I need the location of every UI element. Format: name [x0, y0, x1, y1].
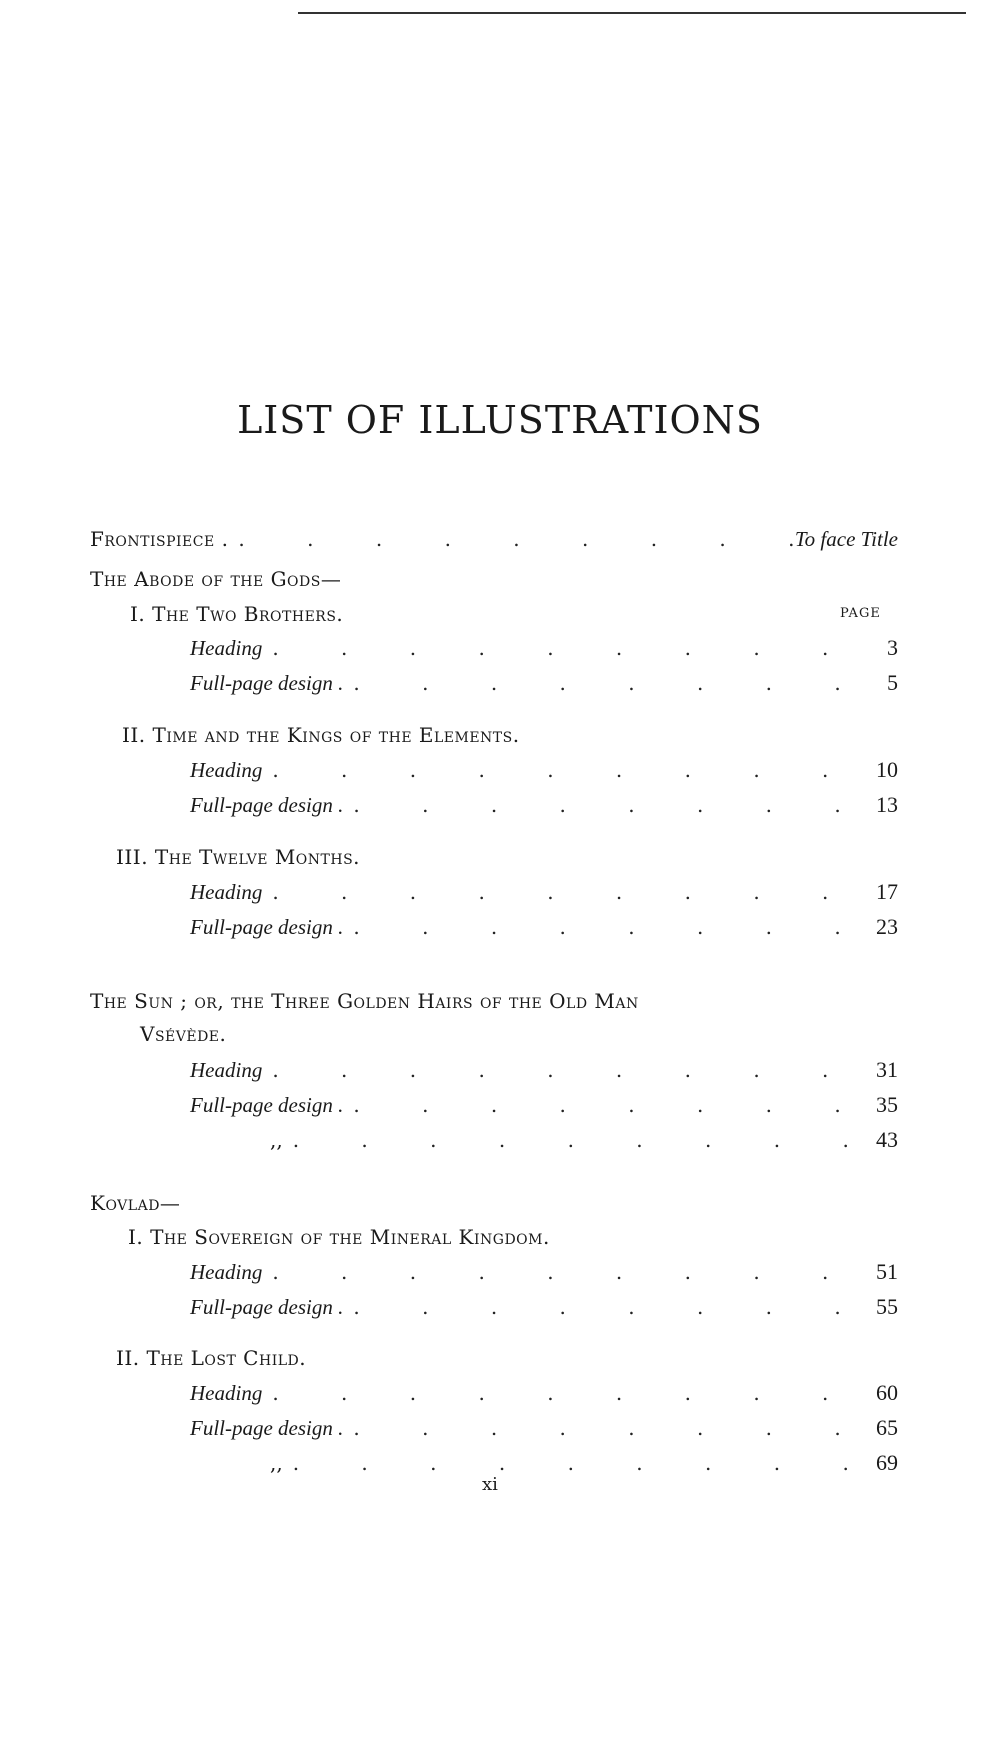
page-number: xi	[482, 1474, 498, 1495]
list-item	[190, 875, 898, 909]
top-rule	[298, 12, 966, 14]
entry-page: 23	[876, 914, 898, 939]
entry-label: Full-page design .	[190, 1295, 344, 1319]
entry-label: Heading	[190, 1260, 263, 1284]
entry-page: 43	[876, 1127, 898, 1152]
dot-leader	[343, 910, 848, 944]
ditto-mark: ,,	[270, 1128, 283, 1152]
dot-leader	[262, 753, 848, 787]
dot-leader	[262, 1053, 848, 1087]
entry-page: 51	[876, 1259, 898, 1284]
entry-label: Full-page design .	[190, 1093, 344, 1117]
list-item	[190, 1411, 898, 1445]
dot-leader	[262, 631, 848, 665]
list-item	[190, 1088, 898, 1122]
entry-page: 35	[876, 1092, 898, 1117]
entry-label: Frontispiece .	[90, 527, 229, 551]
entry-label: Heading	[190, 880, 263, 904]
entry-page: 13	[876, 792, 898, 817]
list-item	[190, 753, 898, 787]
entry-page: 31	[876, 1057, 898, 1082]
entry-page: 3	[887, 635, 898, 660]
list-item	[190, 1290, 898, 1324]
part-title: II. Time and the Kings of the Elements.	[122, 723, 520, 747]
entry-page: 5	[887, 670, 898, 695]
entry-label: Heading	[190, 758, 263, 782]
dot-leader	[343, 1088, 848, 1122]
entry-page: 60	[876, 1380, 898, 1405]
dot-leader	[262, 1376, 848, 1410]
list-item	[190, 631, 898, 665]
page-column-header: PAGE	[840, 606, 881, 621]
entry-label: Full-page design .	[190, 915, 344, 939]
section-title: The Abode of the Gods—	[90, 567, 342, 591]
entry-label: Full-page design .	[190, 671, 344, 695]
section-title: The Sun ; or, the Three Golden Hairs of the Old Man	[90, 989, 639, 1013]
entry-label: Full-page design .	[190, 1416, 344, 1440]
list-item	[190, 1376, 898, 1410]
page-title: LIST OF ILLUSTRATIONS	[237, 398, 763, 442]
entry-page: 10	[876, 757, 898, 782]
part-title: I. The Two Brothers.	[130, 602, 344, 626]
part-title: I. The Sovereign of the Mineral Kingdom.	[128, 1225, 550, 1249]
list-item	[270, 1123, 898, 1157]
list-item	[190, 666, 898, 700]
entry-page: 65	[876, 1415, 898, 1440]
dot-leader	[343, 1411, 848, 1445]
entry-label: Heading	[190, 636, 263, 660]
list-item	[190, 1053, 898, 1087]
entry-label: Full-page design .	[190, 793, 344, 817]
dot-leader	[283, 1123, 848, 1157]
section-title: Kovlad—	[90, 1191, 181, 1215]
list-item	[90, 522, 898, 556]
list-item	[190, 910, 898, 944]
entry-label: Heading	[190, 1381, 263, 1405]
entry-page: 55	[876, 1294, 898, 1319]
entry-label: Heading	[190, 1058, 263, 1082]
list-item	[190, 1255, 898, 1289]
dot-leader	[262, 875, 848, 909]
list-item	[190, 788, 898, 822]
dot-leader	[343, 788, 848, 822]
section-title-continued: Vsévède.	[140, 1022, 227, 1046]
entry-page: 17	[876, 879, 898, 904]
part-title: II. The Lost Child.	[116, 1346, 307, 1370]
entry-page: To face Title	[794, 527, 898, 551]
entry-page: 69	[876, 1450, 898, 1475]
dot-leader	[228, 522, 795, 556]
dot-leader	[343, 666, 848, 700]
ditto-mark: ,,	[270, 1451, 283, 1475]
part-title: III. The Twelve Months.	[116, 845, 361, 869]
dot-leader	[343, 1290, 848, 1324]
dot-leader	[262, 1255, 848, 1289]
